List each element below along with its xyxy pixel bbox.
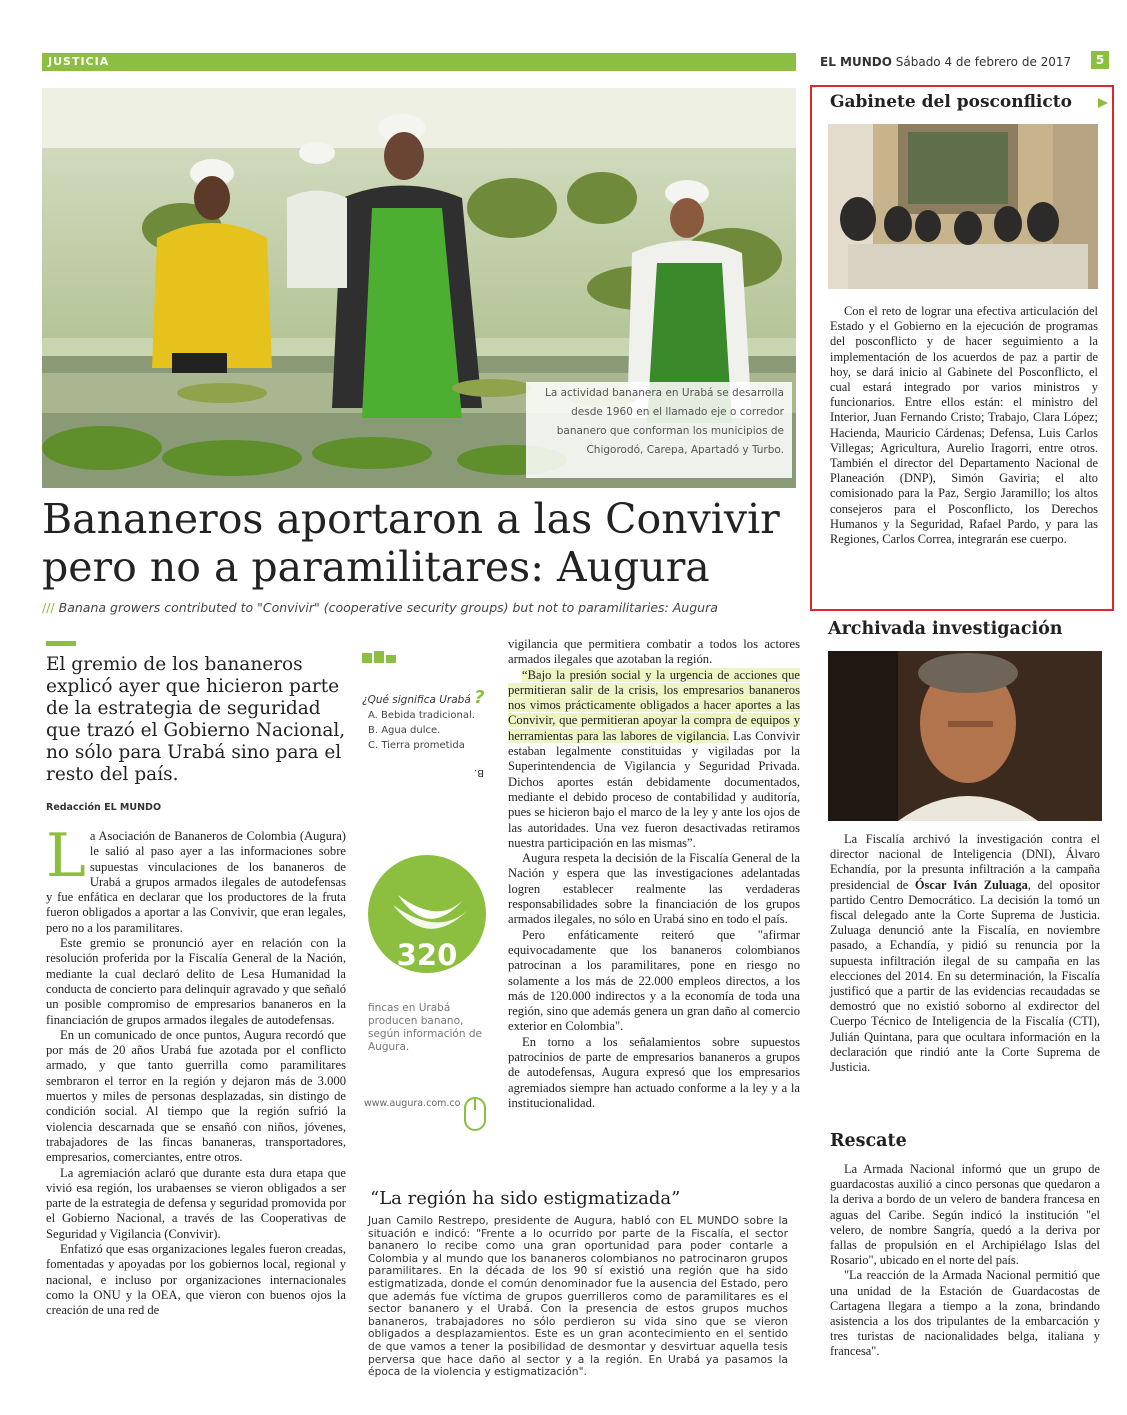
col2-paragraph-0: vigilancia que permitiera combatir a todos los actores armados ilegales que azotaban la región. <box>508 637 800 667</box>
article-column-1 <box>46 821 346 1319</box>
quiz-option-b: B. Agua dulce. <box>368 725 441 736</box>
paragraph-4: La agremiación aclaró que durante esta dura etapa que vivió esa región, los urabaenses se vieron obligados a ser parte de la estrategia de defensa y seguridad promovida por el Gobierno Nacional, a través de las Cooperativas de Seguridad y Vigilancia (Convivir). <box>46 1165 346 1241</box>
lede: El gremio de los bananeros explicó ayer que hicieron parte de la estrategia de seguridad que trazó el Gobierno Nacional, no sólo para Urabá sino para el resto del país. <box>46 654 346 785</box>
section-label: JUSTICIA <box>48 55 110 68</box>
chevron-right-icon <box>1096 96 1110 110</box>
photo-caption: La actividad bananera en Urabá se desarrolla desde 1960 en el llamado eje o corredor bananero que conforman los municipios de Chigorodó, Carepa, Apartadó y Turbo. <box>526 382 792 478</box>
stat-number: 320 <box>396 938 458 972</box>
rescate-title: Rescate <box>830 1131 907 1151</box>
rescate-paragraph-1: La Armada Nacional informó que un grupo de guardacostas auxilió a cinco personas que quedaron a la deriva a bordo de un velero de bandera francesa en aguas del Caribe. Según indicó la institución "el velero, de nombre Sangría, quedó a la deriva por fallas de propulsión en el Archipiélago Islas del Rosario", ubicado en el norte del país. <box>830 1162 1100 1268</box>
archivada-text-a: La Fiscalía archivó la investigación contra el director nacional de Inteligencia (DNI), Álvaro Echandía, por la presunta infiltración a la campaña presidencial de <box>830 832 1100 892</box>
augura-link[interactable]: www.augura.com.co <box>364 1098 461 1109</box>
col2-paragraph-1: Augura respeta la decisión de la Fiscalía General de la Nación y espera que las investigaciones adelantadas logren establecer realmente las verdaderas responsabilidades sobre la financiación de los grupos armados ilegales, no sólo en Urabá sino en todo el país. <box>508 851 800 927</box>
quiz-option-a: A. Bebida tradicional. <box>368 710 475 721</box>
subheadline-text: Banana growers contributed to "Convivir" (cooperative security groups) but not to paramilitaries: Augura <box>58 600 718 615</box>
quote-box-body: Juan Camilo Restrepo, presidente de Augura, habló con EL MUNDO sobre la situación e indicó: "Frente a lo ocurrido por parte de la Fiscalía, el sector bananero lo recibe como una gran oportunidad para poder contarle a Colombia y al mundo que los bananeros colombianos no patrocinaron grupos paramilitares. En la década de los 90 sí existió una región que ha sido estigmatizada, donde el común denominador fue la ausencia del Estado, pero que además fue víctima de grupos guerrilleros como de paramilitares es el sector bananero y el Urabá. Con la presencia de estos grupos muchos bananeros, trabajadores no sólo perdieron su vida sino que se vieron obligados a desplazamientos. Este es un gran acontecimiento en el sentido de que vamos a tener la posibilidad de desmontar y desvirtuar aquella tesis perversa que hace daño al sector y a la región. En Urabá ya pasamos la época de la violencia y estigmatización". <box>368 1214 788 1379</box>
highlighted-quote: “Bajo la presión social y la urgencia de acciones que permitieran salir de la crisis, los empresarios bananeros nos vimos prácticamente obligados a hacer aportes a las Convivir, que permitieran apoyar la compra de equipos y herramientas para las labores de vigilancia. <box>508 667 800 743</box>
quiz-box <box>362 649 490 784</box>
quiz-question: ¿Qué significa Urabá ? <box>362 687 485 708</box>
quiz-option-c: C. Tierra prometida <box>368 740 465 751</box>
archivada-title: Archivada investigación <box>828 619 1063 639</box>
headline: Bananeros aportaron a las Convivir pero no a paramilitares: Augura <box>42 495 780 591</box>
cabinet-meeting-photo <box>828 124 1098 289</box>
lede-accent-bar <box>46 641 76 646</box>
issue-date: Sábado 4 de febrero de 2017 <box>895 55 1072 69</box>
paragraph-5: Enfatizó que esas organizaciones legales fueron creadas, fomentadas y apoyadas por los gobiernos local, regional y nacional, e incluso por organizaciones internacionales como la ONU y la OEA, que vieron con buenos ojos la creación de una red de <box>46 1242 346 1318</box>
article-column-2 <box>508 637 800 1111</box>
quote-box-title: “La región ha sido estigmatizada” <box>370 1188 681 1209</box>
paper-name: EL MUNDO <box>820 55 892 69</box>
quiz-bars-icon <box>362 649 402 667</box>
archivada-text-bold: Óscar Iván Zuluaga <box>914 877 1028 892</box>
mouse-icon <box>460 1090 490 1136</box>
english-subheadline <box>42 600 802 615</box>
archivada-body <box>830 832 1100 1075</box>
stat-description: fincas en Urabá producen banano, según información de Augura. <box>368 1002 482 1053</box>
gabinete-paragraph: Con el reto de lograr una efectiva articulación del Estado y el Gobierno en la ejecución de programas del posconflicto y de hacer seguimiento a la implementación de los acuerdos de paz a partir de hoy, se dará inicio al Gabinete del Posconflicto, el cual estará integrado por varios ministros y funcionarios. Entre ellos están: el ministro del Interior, Juan Fernando Cristo; Trabajo, Clara López; Hacienda, Mauricio Cárdenas; Defensa, Luis Carlos Villegas; Agricultura, Aurelio Iragorri, entre otros. También el director del Departamento Nacional de Planeación (DNP), Simón Gaviria; el alto comisionado para la Paz, Sergio Jaramillo; los altos consejeros para el Posconflicto, los Derechos Humanos y la Seguridad, Rafael Pardo, y para las Regiones, Carlos Correa, integrarán ese cuerpo. <box>830 304 1098 547</box>
rescate-body <box>830 1162 1100 1360</box>
page-number: 5 <box>1091 51 1109 69</box>
gabinete-body <box>830 304 1098 547</box>
gabinete-title: Gabinete del posconflicto <box>830 92 1072 112</box>
archivada-text-b: , del opositor partido Centro Democrático. La decisión la tomó un fiscal delegado ante la Corte Suprema de Justicia. Zuluaga denunció ante la Fiscalía, en noviembre pasado, a Echandía, y pidió su renuncia por la supuesta infiltración ilegal de su campaña en las elecciones del 2014. En su determinación, la Fiscalía justificó que a partir de las evidencias recaudadas se demostró que no existió soborno al exdirector del Cuerpo Técnico de Inteligencia de la Fiscalía (CTI), Julián Quintana, para que ocultara información en la declaración que rindió ante la Corte Suprema de Justicia. <box>830 877 1100 1075</box>
paragraph-3: En un comunicado de once puntos, Augura recordó que por más de 20 años Urabá fue azotada por el conflicto armado, y que tanto guerrilla como paramilitares sembraron el terror en la región y dejaron más de 3.000 muertos y miles de personas desplazadas, sin distingo de condición social. Al tiempo que la región sufrió la violencia descarnada que se ensañó con niños, jóvenes, trabajadores de las fincas bananeras, transportadores, empresarios, comerciantes, entre otros. <box>46 1027 346 1165</box>
question-mark-icon: ? <box>474 687 485 708</box>
slash-ornament-icon: /// <box>42 600 55 615</box>
masthead <box>820 55 1071 69</box>
col2-paragraph-3: En torno a los señalamientos sobre supuestos patrocinios de parte de empresarios bananeros a grupos de autodefensas, Augura expresó que los empresarios agremiados siempre han actuado conforme a la ley y a la institucionalidad. <box>508 1034 800 1110</box>
echandia-photo <box>828 651 1102 821</box>
section-tag <box>42 53 796 71</box>
rescate-paragraph-2: "La reacción de la Armada Nacional permitió que una unidad de la Estación de Guardacostas de Cartagena llegara a tiempo a la zona, brindando asistencia a los dos tripulantes de la embarcación y tres turistas de nacionalidades belga, italiana y francesa". <box>830 1268 1100 1359</box>
drop-cap: L <box>46 821 86 891</box>
paragraph-2: Este gremio se pronunció ayer en relación con la resolución proferida por la Fiscalía General de la Nación, mediante la cual declaró delito de Lesa Humanidad la conducta de concierto para delinquir agravado y que señaló un posible compromiso de empresarios bananeros en la financiación de grupos armados ilegales de autodefensas. <box>46 936 346 1027</box>
col2-paragraph-2: Pero enfáticamente reiteró que "afirmar equivocadamente que los bananeros colombianos patrocinan a los paramilitares, pone en riesgo no solamente a los más de 22.000 empleos directos, a los más de 120.000 indirectos y a la economía de toda una región, sino que además genera un gran daño al comercio exterior en Colombia". <box>508 927 800 1034</box>
paragraph-1: a Asociación de Bananeros de Colombia (Augura) le salió al paso ayer a las informaciones sobre supuestas vinculaciones de los bananeros de Urabá a grupos armados ilegales de autodefensas y fue enfática en declarar que los productores de la fruta fueron obligados a aportar a las Convivir, que eran legales, pero no a los paramilitares. <box>46 829 346 935</box>
quiz-answer: B. <box>473 767 484 778</box>
quote-continuation: Las Convivir estaban legalmente constituidas y vigiladas por la Superintendencia de Vigilancia y Seguridad Privada. Dichos aportes están debidamente documentados, mediante el debido proceso de contabilidad y auditoría, pues se hicieron bajo el marco de la ley y ante los ojos de las autoridades. Una vez fueron desactivadas retiramos nuestra participación en las mismas”. <box>508 728 800 850</box>
byline: Redacción EL MUNDO <box>46 802 162 813</box>
